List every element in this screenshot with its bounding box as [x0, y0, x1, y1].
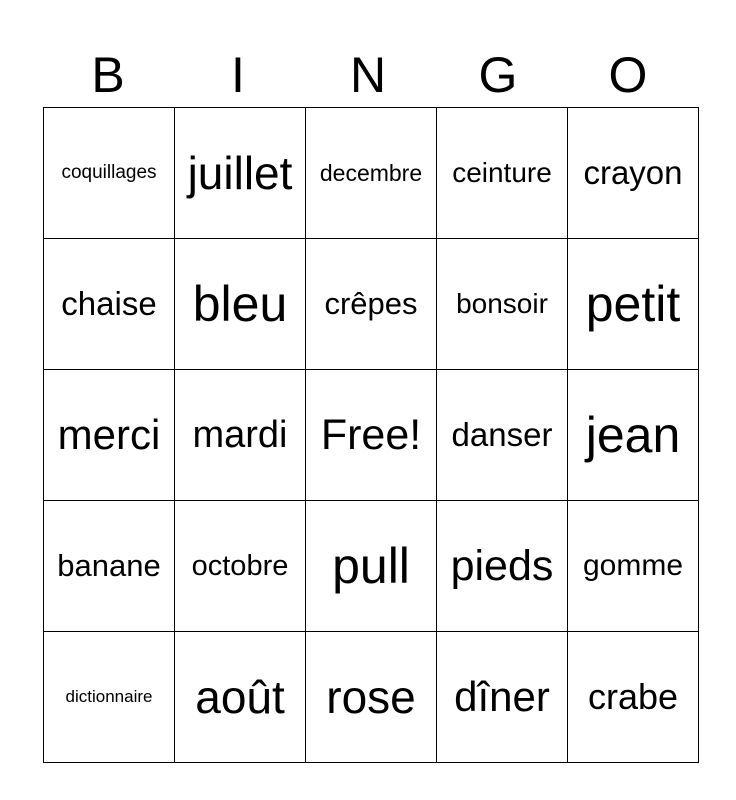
- bingo-cell[interactable]: rose: [306, 632, 437, 763]
- bingo-cell[interactable]: pieds: [437, 501, 568, 632]
- board-row-4: [44, 501, 699, 632]
- bingo-cell[interactable]: pull: [306, 501, 437, 632]
- free-space-cell[interactable]: Free!: [306, 370, 437, 501]
- header-letter-n: N: [349, 47, 387, 103]
- bingo-cell[interactable]: decembre: [306, 108, 437, 239]
- board-row-5: [44, 632, 699, 763]
- bingo-cell[interactable]: bonsoir: [437, 239, 568, 370]
- bingo-cell[interactable]: petit: [568, 239, 699, 370]
- header-letter-i: I: [231, 47, 245, 103]
- header-letter-g: G: [478, 47, 518, 103]
- board-row-1: [44, 108, 699, 239]
- bingo-cell[interactable]: coquillages: [44, 108, 175, 239]
- bingo-header: [43, 45, 693, 105]
- bingo-board: [43, 107, 699, 763]
- bingo-cell[interactable]: merci: [44, 370, 175, 501]
- bingo-cell[interactable]: gomme: [568, 501, 699, 632]
- bingo-cell[interactable]: banane: [44, 501, 175, 632]
- bingo-cell[interactable]: mardi: [175, 370, 306, 501]
- bingo-cell[interactable]: danser: [437, 370, 568, 501]
- header-letter-o: O: [608, 47, 648, 103]
- bingo-cell[interactable]: dîner: [437, 632, 568, 763]
- bingo-cell[interactable]: ceinture: [437, 108, 568, 239]
- bingo-cell[interactable]: crabe: [568, 632, 699, 763]
- bingo-cell[interactable]: jean: [568, 370, 699, 501]
- header-letter-b: B: [91, 47, 125, 103]
- bingo-cell[interactable]: août: [175, 632, 306, 763]
- board-row-2: [44, 239, 699, 370]
- bingo-cell[interactable]: dictionnaire: [44, 632, 175, 763]
- bingo-cell[interactable]: crêpes: [306, 239, 437, 370]
- bingo-cell[interactable]: chaise: [44, 239, 175, 370]
- bingo-cell[interactable]: octobre: [175, 501, 306, 632]
- bingo-cell[interactable]: juillet: [175, 108, 306, 239]
- board-row-3: [44, 370, 699, 501]
- bingo-cell[interactable]: crayon: [568, 108, 699, 239]
- bingo-cell[interactable]: bleu: [175, 239, 306, 370]
